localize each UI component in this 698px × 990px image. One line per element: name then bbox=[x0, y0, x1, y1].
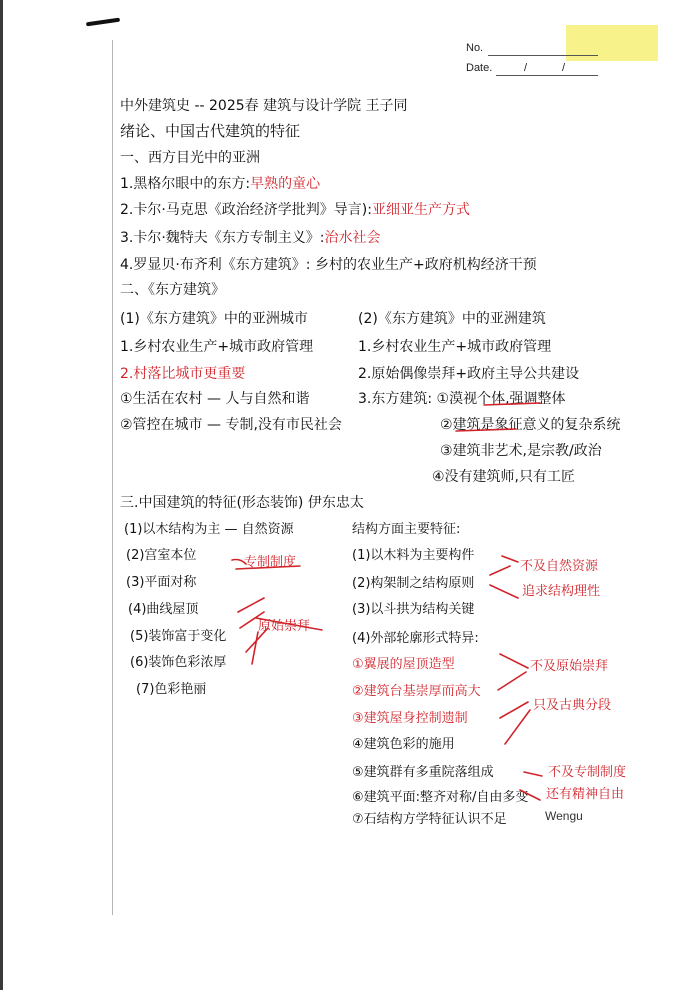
section3-right-note-worship: 不及原始崇拜 bbox=[530, 659, 609, 674]
connector-structure-a bbox=[490, 566, 510, 575]
section1-item1-text: 1.黑格尔眼中的东方: bbox=[120, 176, 251, 192]
section2-right-item2: 2.原始偶像崇拜+政府主导公共建设 bbox=[358, 366, 580, 382]
wengu-watermark: Wengu bbox=[545, 809, 583, 823]
section3-left-item4: (4)曲线屋顶 bbox=[128, 602, 199, 617]
course-title: 中外建筑史 -- 2025春 建筑与设计学院 王子同 bbox=[120, 98, 408, 114]
section3-right-note-free: 还有精神自由 bbox=[546, 787, 625, 802]
section1-heading: 一、西方目光中的亚洲 bbox=[120, 150, 260, 166]
connector-free bbox=[520, 790, 540, 800]
section3-right-item4: (4)外部轮廓形式特异: bbox=[352, 631, 479, 646]
section1-item4-text: 4.罗显贝·布齐利《东方建筑》: 乡村的农业生产+政府机构经济干预 bbox=[120, 257, 537, 273]
section3-right-item5: ①翼展的屋顶造型 bbox=[352, 657, 455, 672]
no-label: No. bbox=[466, 42, 484, 54]
section3-right-item9: ⑤建筑群有多重院落组成 bbox=[352, 765, 494, 780]
section3-right-item7: ③建筑屋身控制遗制 bbox=[352, 711, 468, 726]
section3-left-item3: (3)平面对称 bbox=[126, 575, 197, 590]
section2-right-item3: 3.东方建筑: ①漠视个体,强调整体 bbox=[358, 391, 566, 407]
section2-right-item4: ②建筑是象征意义的复杂系统 bbox=[440, 417, 621, 433]
section3-right-note-autocracy: 不及专制制度 bbox=[548, 765, 627, 780]
section1-item3-note: 治水社会 bbox=[324, 230, 381, 246]
section3-left-note-worship: 原始崇拜 bbox=[258, 619, 311, 634]
section1-item2-text: 2.卡尔·马克思《政治经济学批判》导言): bbox=[120, 202, 372, 218]
section2-left-item4: ②管控在城市 — 专制,没有市民社会 bbox=[120, 417, 342, 433]
section3-right-heading: 结构方面主要特征: bbox=[352, 522, 461, 537]
section3-left-item7: (7)色彩艳丽 bbox=[136, 682, 207, 697]
section1-item1-note: 早熟的童心 bbox=[250, 176, 321, 192]
date-slash-1: / bbox=[524, 62, 528, 74]
section2-heading: 二、《东方建筑》 bbox=[120, 282, 225, 298]
connector-structure-b bbox=[490, 585, 518, 598]
section3-right-note-structure: 追求结构理性 bbox=[522, 584, 601, 599]
section2-left-item1: 1.乡村农业生产+城市政府管理 bbox=[120, 339, 314, 355]
underline-emphasis bbox=[484, 403, 540, 405]
section2-right-item6: ④没有建筑师,只有工匠 bbox=[432, 469, 576, 485]
chapter-title: 绪论、中国古代建筑的特征 bbox=[120, 122, 301, 140]
section3-left-note-autocracy: 专制制度 bbox=[244, 555, 297, 570]
section3-right-note-nature: 不及自然资源 bbox=[520, 559, 599, 574]
strike-autocracy bbox=[236, 566, 300, 569]
section3-right-item2: (2)构架制之结构原则 bbox=[352, 576, 475, 591]
brace-autocracy bbox=[232, 560, 246, 565]
section2-right-heading: (2)《东方建筑》中的亚洲建筑 bbox=[358, 311, 546, 327]
section2-left-heading: (1)《东方建筑》中的亚洲城市 bbox=[120, 311, 308, 327]
section2-left-item2: 2.村落比城市更重要 bbox=[120, 366, 246, 382]
date-label: Date. bbox=[466, 62, 493, 74]
section2-left-item3: ①生活在农村 — 人与自然和谐 bbox=[120, 391, 310, 407]
section2-right-item1: 1.乡村农业生产+城市政府管理 bbox=[358, 339, 552, 355]
section3-right-note-classic: 只及古典分段 bbox=[533, 698, 612, 713]
section3-right-item10: ⑥建筑平面:整齐对称/自由多变 bbox=[352, 790, 529, 805]
connector-worship-d bbox=[252, 632, 258, 664]
connector-worship-a bbox=[238, 598, 264, 612]
strike-worship bbox=[256, 618, 322, 630]
section3-left-item6: (6)装饰色彩浓厚 bbox=[130, 655, 227, 670]
connector-autocracy-right bbox=[524, 772, 542, 776]
connector-classic-a bbox=[498, 672, 526, 690]
connector-classic-b bbox=[500, 702, 528, 718]
connector-nature bbox=[502, 556, 518, 562]
section3-right-item11: ⑦石结构方学特征认识不足 bbox=[352, 812, 507, 827]
connector-worship-right bbox=[500, 654, 528, 668]
section2-right-item5: ③建筑非艺术,是宗教/政治 bbox=[440, 443, 602, 459]
section3-right-item3: (3)以斗拱为结构关键 bbox=[352, 602, 475, 617]
connector-classic-c bbox=[505, 710, 530, 744]
section3-left-item2: (2)宫室本位 bbox=[126, 548, 197, 563]
connector-worship-b bbox=[240, 612, 264, 628]
underline-symbol bbox=[456, 429, 516, 431]
section3-right-item1: (1)以木料为主要构件 bbox=[352, 548, 475, 563]
section1-item2-note: 亚细亚生产方式 bbox=[372, 202, 470, 218]
section3-left-item5: (5)装饰富于变化 bbox=[130, 629, 227, 644]
section3-heading: 三.中国建筑的特征(形态装饰) 伊东忠太 bbox=[120, 495, 364, 511]
date-slash-2: / bbox=[562, 62, 566, 74]
section3-right-item6: ②建筑台基崇厚而高大 bbox=[352, 684, 481, 699]
section1-item3-text: 3.卡尔·魏特夫《东方专制主义》: bbox=[120, 230, 325, 246]
section3-left-item1: (1)以木结构为主 — 自然资源 bbox=[124, 522, 294, 537]
section3-right-item8: ④建筑色彩的施用 bbox=[352, 737, 455, 752]
